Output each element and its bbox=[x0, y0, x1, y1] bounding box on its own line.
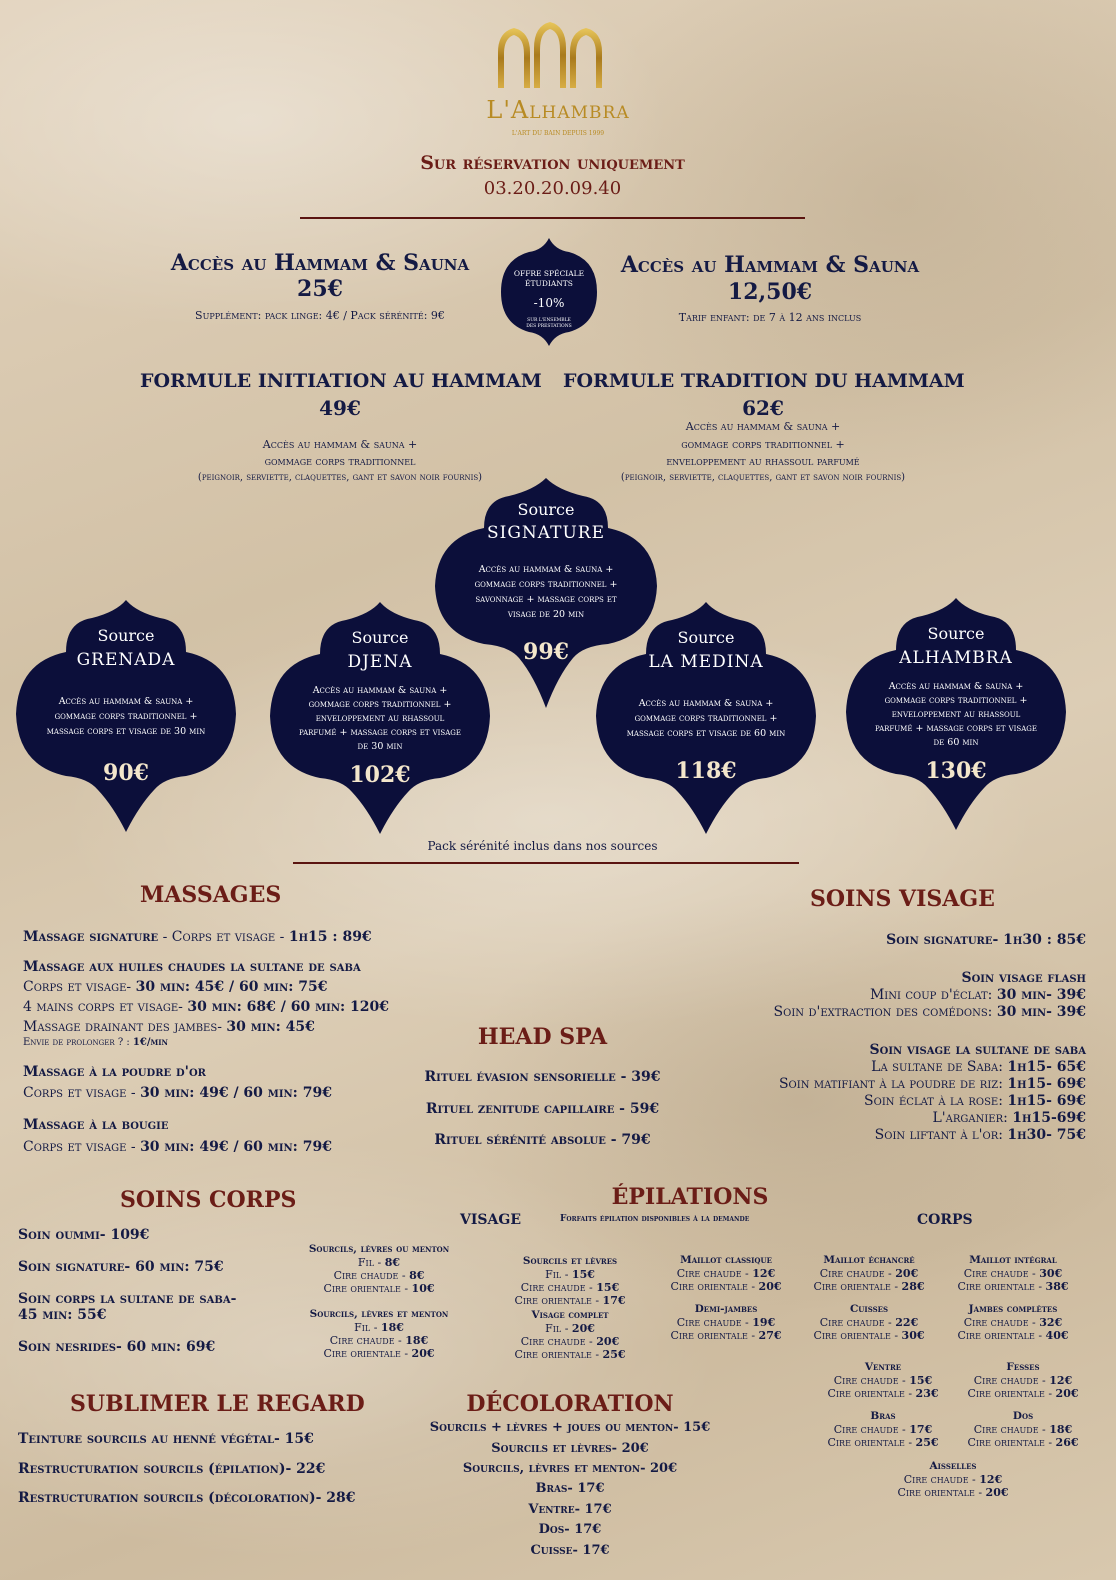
source-name: LA MEDINA bbox=[648, 652, 764, 672]
epilation-price: 8€ bbox=[409, 1269, 425, 1282]
epilation-price: 30€ bbox=[901, 1329, 925, 1342]
student-offer-badge: OFFRE SPÉCIALE ÉTUDIANTS -10% SUR L'ENSEMBLE DES PRESTATIONS bbox=[497, 238, 601, 346]
regard-title: SUBLIMER LE REGARD bbox=[70, 1391, 365, 1417]
source-grenada-card[interactable]: Source GRENADA Accès au hammam & sauna + gommage corps traditionnel + massage corps et visage de 30 min 90€ bbox=[14, 600, 238, 832]
corps-item: Soin corps la sultane de saba- bbox=[18, 1291, 237, 1307]
epilation-price: 22€ bbox=[895, 1316, 919, 1329]
source-price: 118€ bbox=[675, 758, 737, 784]
epilation-zone: Sourcils, lèvres ou menton bbox=[308, 1243, 450, 1255]
decoloration-item: Sourcils et lèvres- 20€ bbox=[491, 1441, 649, 1456]
corps-item: Soin signature- 60 min: 75€ bbox=[18, 1259, 224, 1275]
source-name: SIGNATURE bbox=[486, 523, 606, 543]
regard-item: Teinture sourcils au henné végétal- 15€ bbox=[18, 1431, 314, 1447]
epilation-zone: Bras bbox=[870, 1410, 896, 1422]
epilation-price: 32€ bbox=[1039, 1316, 1063, 1329]
epilation-price: 17€ bbox=[909, 1423, 933, 1436]
source-name: DJENA bbox=[347, 652, 413, 672]
epilation-item: Aisselles Cire chaude - 12€ Cire orientale - 20€ bbox=[897, 1460, 1009, 1499]
decoloration-item: Bras- 17€ bbox=[535, 1481, 605, 1496]
epilation-price: 38€ bbox=[1045, 1280, 1069, 1293]
epilation-price: 20€ bbox=[895, 1267, 919, 1280]
epilation-price: 18€ bbox=[380, 1321, 404, 1334]
epilations-title: ÉPILATIONS bbox=[611, 1184, 769, 1210]
access-price: 25€ bbox=[297, 276, 343, 302]
source-name: ALHAMBRA bbox=[899, 648, 1013, 668]
soin-signature: Soin signature- 1h30 : 85€ bbox=[886, 932, 1086, 948]
source-price: 102€ bbox=[349, 762, 411, 788]
epilation-zone: Sourcils, lèvres et menton bbox=[309, 1308, 449, 1320]
visage-flash-title: Soin visage flash bbox=[961, 970, 1086, 986]
student-discount: -10% bbox=[533, 296, 565, 310]
epilation-zone: Maillot intégral bbox=[969, 1254, 1057, 1266]
epilation-item: Sourcils, lèvres ou menton Fil - 8€ Cire chaude - 8€ Cire orientale - 10€ bbox=[308, 1243, 450, 1295]
source-price: 130€ bbox=[925, 758, 987, 784]
corps-item: Soin oummi- 109€ bbox=[18, 1227, 150, 1243]
epilation-item: Maillot classique Cire chaude - 12€ Cire orientale - 20€ bbox=[670, 1254, 782, 1293]
epilation-item: Bras Cire chaude - 17€ Cire orientale - 25€ bbox=[827, 1410, 939, 1449]
source-name: GRENADA bbox=[76, 650, 176, 670]
epilation-zone: Sourcils et lèvres bbox=[522, 1255, 618, 1267]
phone-number[interactable]: 03.20.20.09.40 bbox=[483, 178, 622, 199]
epilation-price: 17€ bbox=[602, 1294, 626, 1307]
source-alhambra-card[interactable]: Source ALHAMBRA Accès au hammam & sauna + gommage corps traditionnel + enveloppement au rhassoul parfumé + massage corps et visage de 60 min 130€ bbox=[844, 598, 1068, 830]
decoloration-item: Ventre- 17€ bbox=[528, 1502, 612, 1517]
epilation-price: 15€ bbox=[909, 1374, 933, 1387]
decoloration-item: Cuisse- 17€ bbox=[530, 1543, 610, 1558]
epilation-price: 20€ bbox=[985, 1486, 1009, 1499]
access-title: Accès au Hammam & Sauna bbox=[170, 250, 470, 276]
epilation-price: 23€ bbox=[915, 1387, 939, 1400]
epilation-item: Fesses Cire chaude - 12€ Cire orientale - 20€ bbox=[967, 1361, 1079, 1400]
epilation-zone: Cuisses bbox=[849, 1303, 889, 1315]
formule-tradition-price: 62€ bbox=[742, 396, 784, 420]
headspa-item: Rituel évasion sensorielle - 39€ bbox=[424, 1069, 661, 1085]
epilation-item: Visage complet Fil - 20€ Cire chaude - 20€ Cire orientale - 25€ bbox=[514, 1309, 626, 1361]
epilation-price: 12€ bbox=[1049, 1374, 1073, 1387]
regard-item: Restructuration sourcils (épilation)- 22€ bbox=[18, 1461, 326, 1477]
epilation-item: Sourcils et lèvres Fil - 15€ Cire chaude - 15€ Cire orientale - 17€ bbox=[514, 1255, 626, 1307]
headspa-item: Rituel sérénité absolue - 79€ bbox=[434, 1132, 651, 1148]
epilations-corps-label: CORPS bbox=[917, 1212, 973, 1228]
epilation-price: 27€ bbox=[758, 1329, 782, 1342]
epilation-price: 30€ bbox=[1039, 1267, 1063, 1280]
access-child-title: Accès au Hammam & Sauna bbox=[620, 252, 920, 278]
epilation-zone: Aisselles bbox=[929, 1460, 977, 1472]
epilation-price: 19€ bbox=[752, 1316, 776, 1329]
epilation-item: Dos Cire chaude - 18€ Cire orientale - 26€ bbox=[967, 1410, 1079, 1449]
source-medina-card[interactable]: Source LA MEDINA Accès au hammam & sauna + gommage corps traditionnel + massage corps et visage de 60 min 118€ bbox=[594, 602, 818, 834]
source-djena-card[interactable]: Source DJENA Accès au hammam & sauna + gommage corps traditionnel + enveloppement au rhassoul parfumé + massage corps et visage de 30 min 102€ bbox=[268, 602, 492, 834]
epilation-item: Demi-jambes Cire chaude - 19€ Cire orientale - 27€ bbox=[670, 1303, 782, 1342]
decoloration-item: Dos- 17€ bbox=[538, 1522, 602, 1537]
epilation-item: Ventre Cire chaude - 15€ Cire orientale - 23€ bbox=[827, 1361, 939, 1400]
corps-item: Soin nesrides- 60 min: 69€ bbox=[18, 1339, 216, 1355]
epilation-zone: Fesses bbox=[1006, 1361, 1040, 1373]
epilation-price: 20€ bbox=[596, 1335, 620, 1348]
epilation-price: 10€ bbox=[411, 1282, 435, 1295]
visage-title: SOINS VISAGE bbox=[810, 886, 995, 912]
epilation-zone: Ventre bbox=[864, 1361, 902, 1373]
source-price: 99€ bbox=[523, 639, 569, 665]
regard-item: Restructuration sourcils (décoloration)- 28€ bbox=[18, 1490, 356, 1506]
epilation-price: 12€ bbox=[752, 1267, 776, 1280]
headspa-title: HEAD SPA bbox=[477, 1024, 608, 1050]
decoloration-title: DÉCOLORATION bbox=[466, 1391, 674, 1417]
epilation-price: 15€ bbox=[571, 1268, 595, 1281]
epilation-price: 20€ bbox=[1055, 1387, 1079, 1400]
divider bbox=[300, 217, 805, 219]
brand-name: L'Alhambra bbox=[486, 96, 630, 124]
reservation-note: Sur réservation uniquement bbox=[420, 152, 685, 174]
divider bbox=[293, 862, 799, 864]
massage-signature: Massage signature - Corps et visage - 1h15 : 89€ bbox=[23, 929, 372, 945]
corps-item: 45 min: 55€ bbox=[18, 1307, 107, 1323]
massage-poudre-title: Massage à la poudre d'or bbox=[23, 1064, 206, 1080]
epilation-item: Jambes complètes Cire chaude - 32€ Cire orientale - 40€ bbox=[957, 1303, 1069, 1342]
corps-title: SOINS CORPS bbox=[120, 1187, 297, 1213]
sources-footnote: Pack sérénité inclus dans nos sources bbox=[427, 839, 658, 853]
source-signature-card[interactable]: Source SIGNATURE Accès au hammam & sauna + gommage corps traditionnel + savonnage + massage corps et visage de 20 min 99€ bbox=[433, 478, 659, 708]
decoloration-item: Sourcils, lèvres et menton- 20€ bbox=[462, 1461, 678, 1476]
epilation-item: Cuisses Cire chaude - 22€ Cire orientale - 30€ bbox=[813, 1303, 925, 1342]
epilation-price: 26€ bbox=[1055, 1436, 1079, 1449]
headspa-item: Rituel zenitude capillaire - 59€ bbox=[425, 1101, 660, 1117]
epilations-forfaits-note: Forfaits épilation disponibles à la demande bbox=[560, 1214, 750, 1224]
epilation-price: 12€ bbox=[979, 1473, 1003, 1486]
epilation-zone: Maillot échancré bbox=[823, 1254, 915, 1266]
epilation-item: Maillot échancré Cire chaude - 20€ Cire orientale - 28€ bbox=[813, 1254, 925, 1293]
brand-tagline: L'ART DU BAIN DEPUIS 1999 bbox=[511, 130, 605, 137]
epilation-price: 8€ bbox=[384, 1256, 401, 1269]
epilation-item: Sourcils, lèvres et menton Fil - 18€ Cire chaude - 18€ Cire orientale - 20€ bbox=[309, 1308, 449, 1360]
formule-initiation-price: 49€ bbox=[319, 396, 361, 420]
access-child-note: Tarif enfant: de 7 à 12 ans inclus bbox=[678, 311, 862, 324]
decoloration-item: Sourcils + lèvres + joues ou menton- 15€ bbox=[429, 1420, 711, 1435]
epilations-visage-label: VISAGE bbox=[460, 1212, 522, 1228]
epilation-zone: Jambes complètes bbox=[968, 1303, 1058, 1315]
alhambra-arches-logo bbox=[490, 22, 610, 90]
visage-saba-title: Soin visage la sultane de saba bbox=[869, 1042, 1086, 1058]
epilation-price: 20€ bbox=[411, 1347, 435, 1360]
epilation-price: 20€ bbox=[571, 1322, 595, 1335]
source-price: 90€ bbox=[103, 760, 149, 786]
massage-bougie-title: Massage à la bougie bbox=[23, 1117, 169, 1133]
access-child-price: 12,50€ bbox=[727, 279, 813, 305]
epilation-price: 28€ bbox=[901, 1280, 925, 1293]
epilation-price: 25€ bbox=[602, 1348, 626, 1361]
epilation-zone: Demi-jambes bbox=[694, 1303, 758, 1315]
epilation-price: 18€ bbox=[1049, 1423, 1073, 1436]
massage-huiles-title: Massage aux huiles chaudes la sultane de saba bbox=[23, 959, 361, 975]
epilation-price: 20€ bbox=[758, 1280, 782, 1293]
epilation-price: 40€ bbox=[1045, 1329, 1069, 1342]
massages-title: MASSAGES bbox=[140, 882, 282, 908]
epilation-item: Maillot intégral Cire chaude - 30€ Cire orientale - 38€ bbox=[957, 1254, 1069, 1293]
epilation-zone: Visage complet bbox=[531, 1309, 609, 1321]
formule-tradition-title: FORMULE TRADITION DU HAMMAM bbox=[563, 370, 965, 392]
access-supplement: Supplément: pack linge: 4€ / Pack sérénité: 9€ bbox=[195, 309, 445, 322]
epilation-zone: Maillot classique bbox=[680, 1254, 772, 1266]
epilation-price: 18€ bbox=[405, 1334, 429, 1347]
epilation-zone: Dos bbox=[1012, 1410, 1034, 1422]
epilation-price: 15€ bbox=[596, 1281, 620, 1294]
epilation-price: 25€ bbox=[915, 1436, 939, 1449]
formule-initiation-title: FORMULE INITIATION AU HAMMAM bbox=[140, 370, 542, 392]
